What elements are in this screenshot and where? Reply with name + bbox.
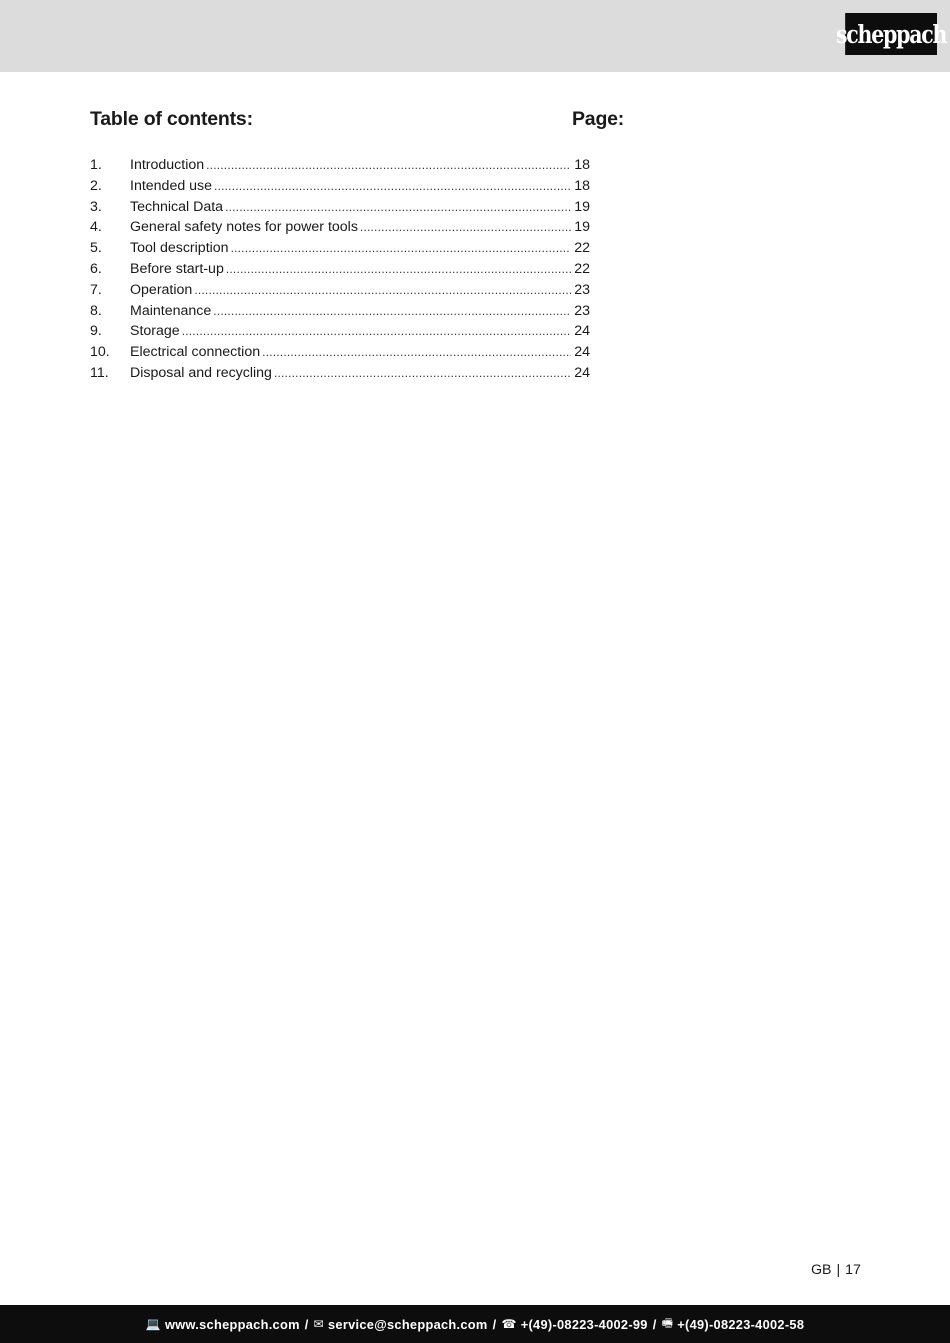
- page-separator: |: [836, 1262, 841, 1278]
- dot-leader: [214, 176, 571, 197]
- toc-entry-label: Before start-up: [130, 260, 224, 277]
- toc-entry-label: Disposal and recycling: [130, 364, 272, 381]
- toc-entry-operation[interactable]: [90, 280, 590, 301]
- language-code: GB: [811, 1262, 832, 1278]
- toc-entry-page: 19: [574, 198, 590, 215]
- fax-icon: 🖷: [661, 1315, 674, 1330]
- contact-bar: [0, 1305, 950, 1343]
- toc-entry-label: Electrical connection: [130, 344, 261, 361]
- toc-entry-safety-notes[interactable]: [90, 217, 590, 238]
- dot-leader: [262, 342, 571, 363]
- toc-entry-number: 7.: [90, 281, 102, 298]
- toc-entry-label: Tool description: [130, 240, 229, 257]
- header-band: [0, 0, 950, 72]
- toc-entry-label: Storage: [130, 323, 180, 340]
- page-number: [811, 1262, 861, 1278]
- toc-entry-page: 24: [574, 323, 590, 340]
- dot-leader: [194, 280, 571, 301]
- dot-leader: [226, 259, 571, 280]
- toc-entry-number: 10.: [90, 344, 110, 361]
- contact-separator: /: [652, 1316, 657, 1332]
- toc-entry-disposal-recycling[interactable]: [90, 363, 590, 384]
- toc-entry-page: 24: [574, 364, 590, 381]
- toc-entry-maintenance[interactable]: [90, 301, 590, 322]
- phone-number[interactable]: +(49)-08223-4002-99: [520, 1316, 648, 1332]
- contact-separator: /: [304, 1316, 309, 1332]
- contact-separator: /: [492, 1316, 497, 1332]
- toc-entry-number: 5.: [90, 240, 102, 257]
- toc-entry-number: 11.: [90, 364, 109, 381]
- telephone-icon: ☎: [501, 1317, 517, 1331]
- toc-entry-page: 24: [574, 344, 590, 361]
- toc-list: [90, 155, 590, 384]
- dot-leader: [231, 238, 572, 259]
- toc-entry-page: 23: [574, 281, 590, 298]
- dot-leader: [213, 301, 571, 322]
- toc-entry-number: 8.: [90, 302, 102, 319]
- website-link[interactable]: www.scheppach.com: [165, 1316, 300, 1332]
- page-number-value: 17: [845, 1262, 861, 1278]
- toc-entry-number: 4.: [90, 219, 102, 236]
- toc-entry-page: 18: [574, 157, 590, 173]
- toc-page-heading: Page:: [572, 108, 625, 130]
- toc-entry-label: General safety notes for power tools: [130, 219, 358, 236]
- toc-entry-number: 3.: [90, 198, 102, 215]
- toc-entry-storage[interactable]: [90, 321, 590, 342]
- toc-entry-number: 9.: [90, 323, 102, 340]
- toc-entry-tool-description[interactable]: [90, 238, 590, 259]
- toc-entry-number: 1.: [90, 157, 102, 173]
- toc-entry-page: 22: [574, 260, 590, 277]
- dot-leader: [225, 197, 571, 218]
- toc-entry-label: Introduction: [130, 157, 205, 173]
- toc-entry-label: Maintenance: [130, 302, 212, 319]
- toc-entry-label: Technical Data: [130, 198, 224, 215]
- toc-entry-electrical-connection[interactable]: [90, 342, 590, 363]
- dot-leader: [360, 217, 571, 238]
- toc-entry-introduction[interactable]: [90, 155, 590, 176]
- dot-leader: [274, 363, 571, 384]
- toc-entry-label: Operation: [130, 281, 193, 298]
- toc-entry-page: 22: [574, 240, 590, 257]
- dot-leader: [182, 321, 572, 342]
- toc-entry-before-start-up[interactable]: [90, 259, 590, 280]
- dot-leader: [206, 155, 571, 176]
- envelope-icon: ✉: [313, 1317, 324, 1331]
- brand-logo[interactable]: [835, 13, 947, 55]
- fax-number[interactable]: +(49)-08223-4002-58: [677, 1316, 805, 1332]
- toc-entry-intended-use[interactable]: [90, 176, 590, 197]
- toc-entry-number: 2.: [90, 177, 102, 194]
- toc-entry-page: 19: [574, 219, 590, 236]
- toc-entry-number: 6.: [90, 260, 102, 277]
- toc-entry-page: 18: [574, 177, 590, 194]
- email-link[interactable]: service@scheppach.com: [327, 1316, 488, 1332]
- toc-entry-page: 23: [574, 302, 590, 319]
- brand-logo-text: scheppach: [835, 19, 947, 49]
- toc-entry-technical-data[interactable]: [90, 197, 590, 218]
- toc-entry-label: Intended use: [130, 177, 213, 194]
- laptop-icon: 💻: [145, 1317, 161, 1331]
- toc-title: Table of contents:: [90, 108, 253, 130]
